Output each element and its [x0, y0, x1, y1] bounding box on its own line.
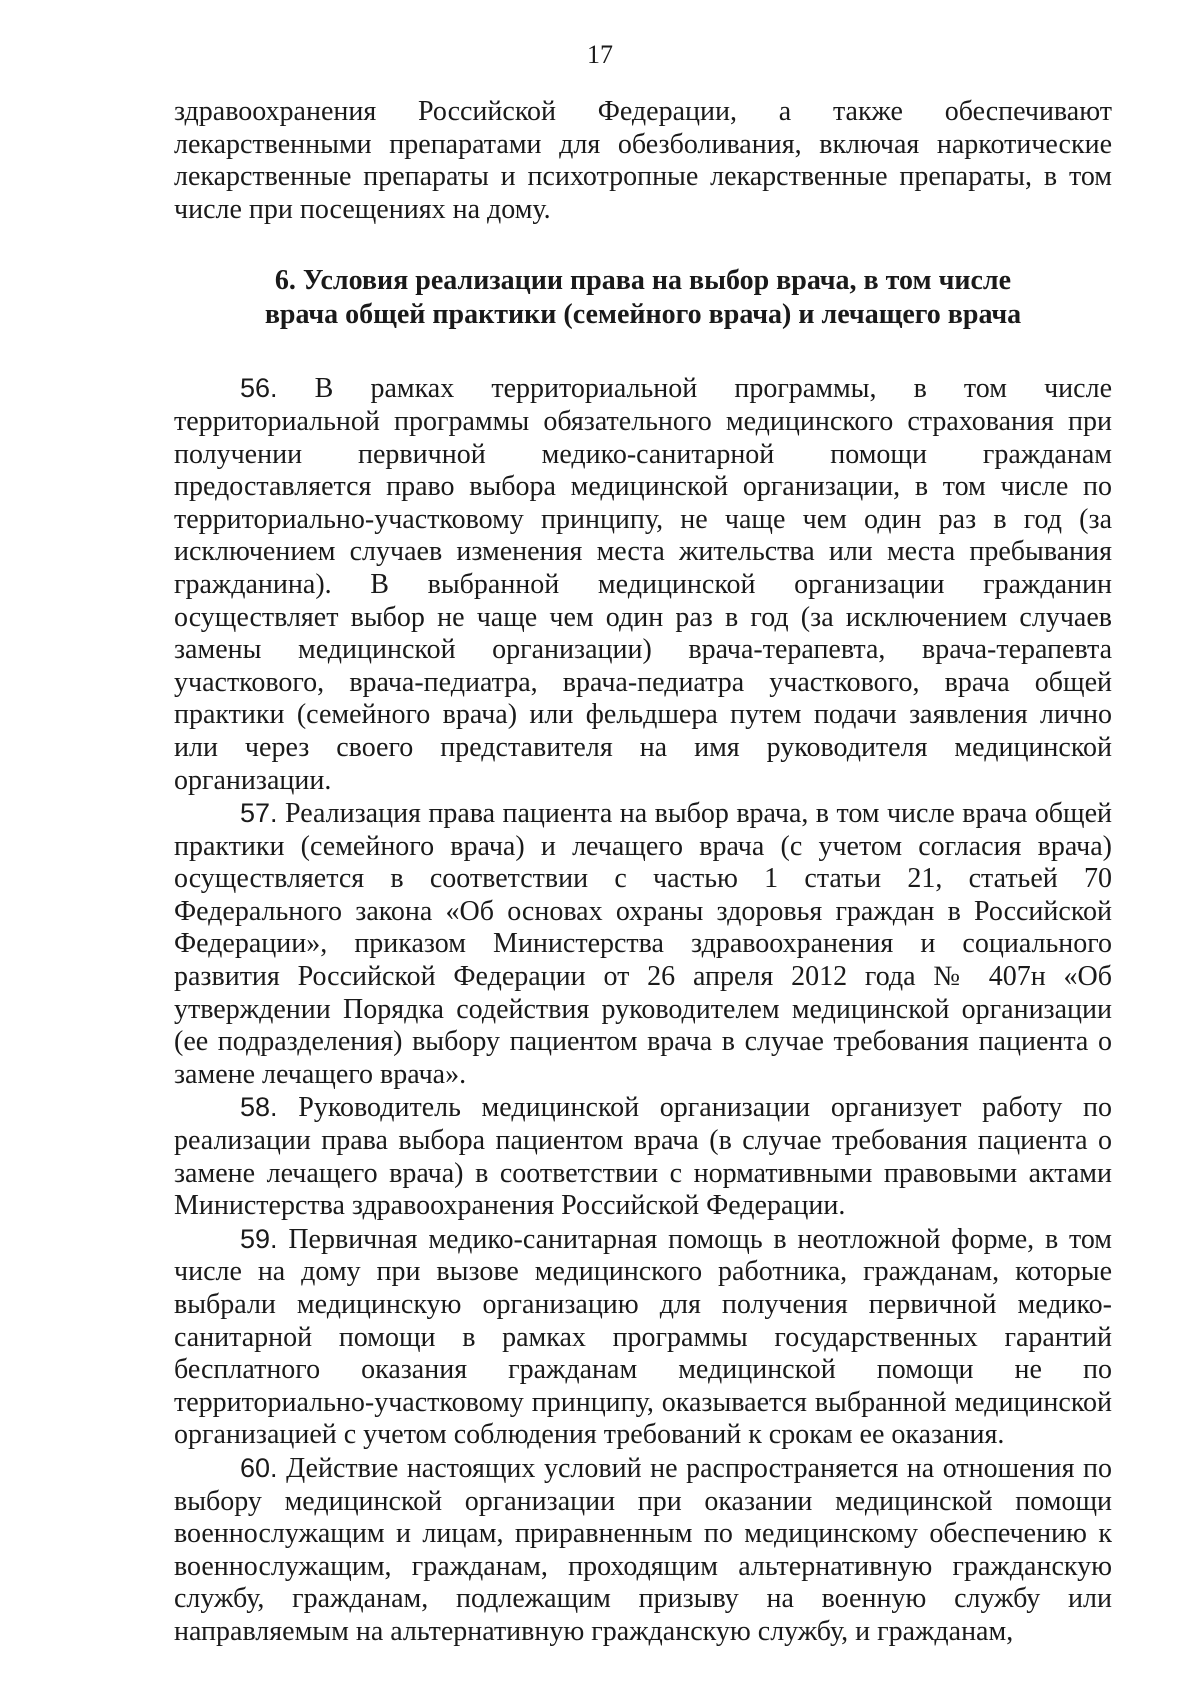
- paragraph-58: [174, 1091, 1112, 1222]
- section-heading-line-2: врача общей практики (семейного врача) и лечащего врача: [264, 299, 1022, 331]
- paragraph-57: [174, 797, 1112, 1091]
- paragraph-text: Действие настоящих условий не распространяется на отношения по выбору медицинской организации при оказании медицинской помощи военнослужащим и лицам, приравненным по медицинскому обеспечению к военнослужащим, гражданам, проходящим альтернативную гражданскую службу, гражданам, подлежащим призыву на военную службу или направляемым на альтернативную гражданскую службу, и гражданам,: [174, 1452, 1112, 1647]
- paragraph-60: [174, 1452, 1112, 1649]
- paragraph-text: Первичная медико-санитарная помощь в неотложной форме, в том числе на дому при вызове медицинского работника, гражданам, которые выбрали медицинскую организацию для получения первичной медико-санитарной помощи в рамках программы государственных гарантий бесплатного оказания гражданам медицинской помощи не по территориально-участковому принципу, оказывается выбранной медицинской организацией с учетом соблюдения требований к срокам ее оказания.: [174, 1223, 1113, 1451]
- paragraph-59: [174, 1223, 1112, 1452]
- page-number: 17: [587, 40, 613, 69]
- paragraph-number: 60.: [240, 1452, 278, 1483]
- paragraph-text: В рамках территориальной программы, в том числе территориальной программы обязательного медицинского страхования при получении первичной медико-санитарной помощи гражданам предоставляется право выбора медицинской организации, в том числе по территориально-участковому принципу, не чаще чем один раз в год (за исключением случаев изменения места жительства или места пребывания гражданина). В выбранной медицинской организации гражданин осуществляет выбор не чаще чем один раз в год (за исключением случаев замены медицинской организации) врача-терапевта, врача-терапевта участкового, врача-педиатра, врача-педиатра участкового, врача общей практики (семейного врача) или фельдшера путем подачи заявления лично или через своего представителя на имя руководителя медицинской организации.: [174, 373, 1112, 796]
- paragraph-text: Руководитель медицинской организации организует работу по реализации права выбора пациентом врача (в случае требования пациента о замене лечащего врача) в соответствии с нормативными правовыми актами Министерства здравоохранения Российской Федерации.: [174, 1092, 1113, 1222]
- paragraph-number: 58.: [240, 1092, 278, 1123]
- paragraph-56: [174, 372, 1112, 797]
- document-body: [174, 96, 1112, 1649]
- section-heading-line-1: 6. Условия реализации права на выбор врача, в том числе: [274, 265, 1012, 297]
- paragraph-text: Реализация права пациента на выбор врача, в том числе врача общей практики (семейного врача) и лечащего врача (с учетом согласия врача) осуществляется в соответствии с частью 1 статьи 21, статьей 70 Федерального закона «Об основах охраны здоровья граждан в Российской Федерации», приказом Министерства здравоохранения и социального развития Российской Федерации от 26 апреля 2012 года № 407н «Об утверждении Порядка содействия руководителем медицинской организации (ее подразделения) выбору пациентом врача в случае требования пациента о замене лечащего врача».: [174, 798, 1112, 1090]
- section-heading: [174, 264, 1112, 332]
- paragraph-number: 59.: [240, 1223, 278, 1254]
- paragraph-number: 56.: [240, 373, 278, 404]
- intro-paragraph: здравоохранения Российской Федерации, а также обеспечивают лекарственными препаратами для обезболивания, включая наркотические лекарственные препараты и психотропные лекарственные препараты, в том числе при посещениях на дому.: [174, 96, 1112, 225]
- paragraph-number: 57.: [240, 798, 278, 829]
